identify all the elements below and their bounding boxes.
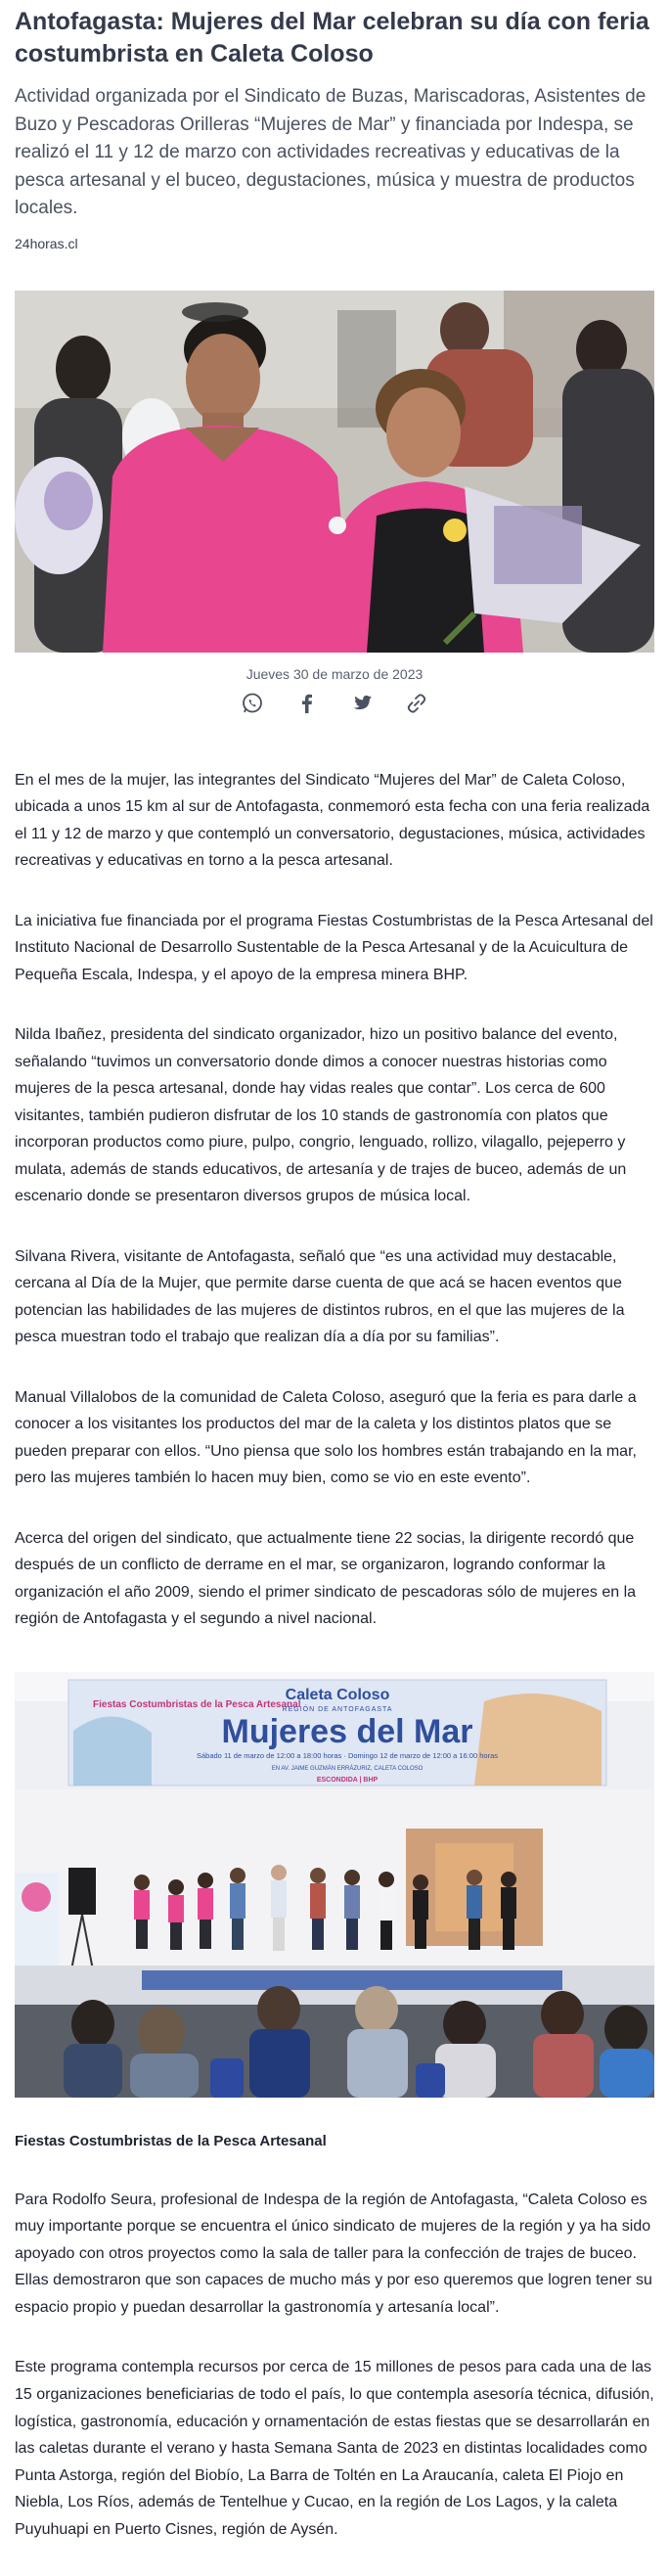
article-paragraph: Acerca del origen del sindicato, que actualmente tiene 22 socias, la dirigente recordó que después de un conflicto de derrame en el mar, se organizaron, logrando conformar la organización el año 2009, siendo el primer sindicato de pescadoras sólo de mujeres en la región de Antofagasta y el segundo a nivel nacional.: [15, 1529, 637, 1628]
banner-left-logo: Fiestas Costumbristas de la Pesca Artesanal: [93, 1698, 301, 1710]
share-bar: [15, 691, 654, 716]
twitter-icon[interactable]: [349, 691, 375, 716]
whatsapp-icon[interactable]: [240, 691, 265, 716]
article-body: [15, 767, 654, 1633]
link-icon[interactable]: [404, 691, 429, 716]
banner-sponsor: ESCONDIDA | BHP: [316, 1776, 379, 1784]
banner-region-line: REGIÓN DE ANTOFAGASTA: [282, 1705, 393, 1713]
article-paragraph: Para Rodolfo Seura, profesional de Indespa de la región de Antofagasta, “Caleta Coloso es muy importante porque se encuentra el único sindicato de mujeres de la región y ya ha sido apoyado con otros proyectos como la sala de taller para la confección de trajes de buceo. Ellas demostraron que son capaces de mucho más y por eso queremos que logren tener su espacio propio y puedan desarrollar la gastronomía y artesanía local”.: [15, 2191, 652, 2316]
banner-schedule: Sábado 11 de marzo de 12:00 a 18:00 horas · Domingo 12 de marzo de 12:00 a 16:00 horas: [197, 1750, 498, 1760]
lead-photo-illustration: [15, 291, 654, 653]
event-photo-illustration: [15, 1672, 654, 2098]
banner-address: EN AV. JAIME GUZMÁN ERRÁZURIZ, CALETA COLOSO: [271, 1765, 424, 1772]
article-subtitle: Actividad organizada por el Sindicato de Buzas, Mariscadoras, Asistentes de Buzo y Pescadoras Orilleras “Mujeres de Mar” y financiada por Indespa, se realizó el 11 y 12 de marzo con actividades recreativas y educativas de la pesca artesanal y el buceo, degustaciones, música y muestra de productos locales.: [15, 86, 647, 218]
article-paragraph: Nilda Ibañez, presidenta del sindicato organizador, hizo un positivo balance del evento, señalando “tuvimos un conversatorio donde dimos a conocer nuestras historias como mujeres de la pesca artesanal, donde hay vidas reales que contar”. Los cerca de 600 visitantes, también pudieron disfrutar de los 10 stands de gastronomía con platos que incorporan productos como piure, pulpo, congrio, lenguado, rollizo, vilagallo, pejeperro y mulata, además de stands educativos, de artesanía y de trajes de buceo, además de un escenario donde se presentaron diversos grupos de música local.: [15, 1026, 627, 1205]
article-paragraph: Manual Villalobos de la comunidad de Caleta Coloso, aseguró que la feria es para darle a conocer a los visitantes los productos del mar de la caleta y los distintos platos que se pueden preparar con ellos. “Uno piensa que solo los hombres están trabajando en la mar, pero las mujeres también lo hacen muy bien, como se vio en este evento”.: [15, 1388, 637, 1487]
facebook-icon[interactable]: [294, 691, 320, 716]
article-source[interactable]: 24horas.cl: [15, 235, 78, 251]
event-photo: [15, 1672, 654, 2098]
article-headline: Antofagasta: Mujeres del Mar celebran su día con feria costumbrista en Caleta Coloso: [15, 8, 649, 68]
article-paragraph: La iniciativa fue financiada por el programa Fiestas Costumbristas de la Pesca Artesanal del Instituto Nacional de Desarrollo Sustentable de la Pesca Artesanal y de la Acuicultura de Pequeña Escala, Indespa, y el apoyo de la empresa minera BHP.: [15, 912, 653, 983]
article-paragraph: Silvana Rivera, visitante de Antofagasta, señaló que “es una actividad muy destacable, cercana al Día de la Mujer, que permite darse cuenta de que acá se hacen eventos que potencian las habilidades de las mujeres de distintos rubros, en el que las mujeres de la pesca muestran todo el trabajo que realizan día a día por su familias”.: [15, 1247, 625, 1346]
article-body-continued: [15, 2187, 654, 2543]
banner-top-line: Caleta Coloso: [285, 1686, 390, 1703]
section-title: Fiestas Costumbristas de la Pesca Artesanal: [15, 2132, 327, 2149]
publish-date: Jueves 30 de marzo de 2023: [245, 665, 424, 682]
lead-photo: [15, 291, 654, 653]
banner-title: Mujeres del Mar: [221, 1712, 473, 1750]
article-paragraph: En el mes de la mujer, las integrantes del Sindicato “Mujeres del Mar” de Caleta Coloso, ubicada a unos 15 km al sur de Antofagasta, conmemoró esta fecha con una feria realizada el 11 y 12 de marzo y que contempló un conversatorio, degustaciones, música, actividades recreativas y educativas en torno a la pesca artesanal.: [15, 771, 650, 870]
article-paragraph: Este programa contempla recursos por cerca de 15 millones de pesos para cada una de las 15 organizaciones beneficiarias de todo el país, lo que contempla asesoría técnica, difusión, logística, gastronomía, educación y ornamentación de estas fiestas que se desarrollarán en las caletas durante el verano y hasta Semana Santa de 2023 en distintas localidades como Punta Astorga, región del Biobío, La Barra de Toltén en La Araucanía, caleta El Piojo en Niebla, Los Ríos, además de Tentelhue y Cucao, en la región de Los Lagos, y la caleta Puyuhuapi en Puerto Cisnes, región de Aysén.: [15, 2359, 654, 2538]
